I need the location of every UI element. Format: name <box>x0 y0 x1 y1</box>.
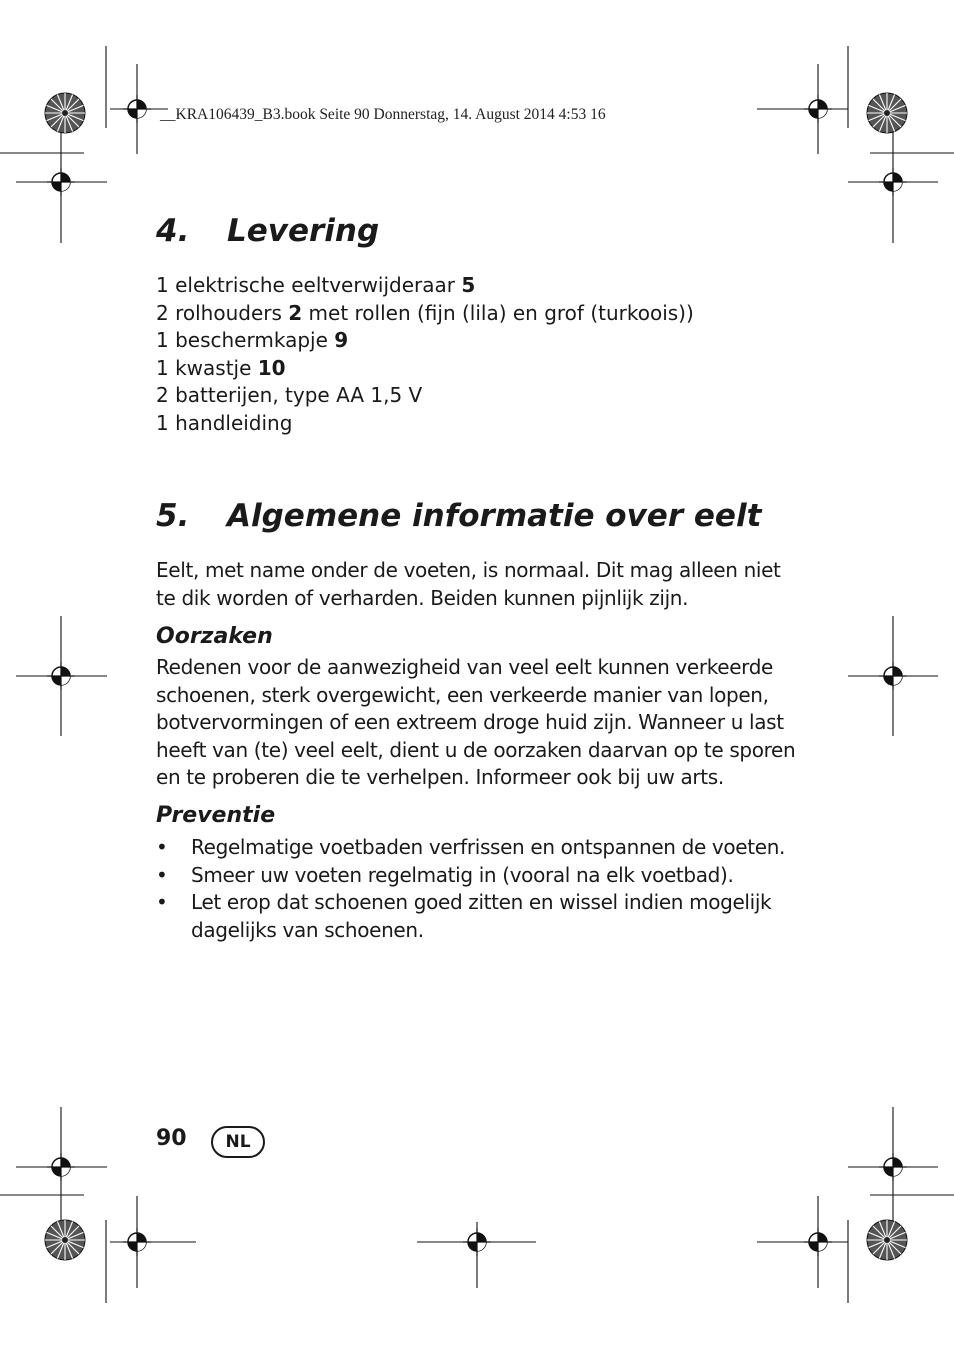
section-5-number: 5. <box>156 498 190 534</box>
registration-mark-bottom-right <box>757 1196 848 1288</box>
registration-mark-bottom-center <box>417 1222 536 1288</box>
delivery-item: 1 elektrische eeltverwijderaar 5 <box>156 273 476 297</box>
registration-mark-right-upper <box>848 122 938 243</box>
delivery-item: 2 rolhouders 2 met rollen (fijn (lila) en grof (turkoois)) <box>156 300 694 325</box>
delivery-item: 1 kwastje 10 <box>156 355 286 380</box>
section-4-number: 4. <box>156 213 190 249</box>
list-item: • Smeer uw voeten regelmatig in (vooral na elk voetbad). <box>156 862 786 890</box>
delivery-item: 1 beschermkapje 9 <box>156 328 349 352</box>
print-slug-header: __KRA106439_B3.book Seite 90 Donnerstag, 14. August 2014 4:53 16 <box>160 106 606 123</box>
delivery-item: 2 batterijen, type AA 1,5 V <box>156 383 423 407</box>
bullet-icon: • <box>156 862 168 887</box>
color-star-target-bottom-right <box>867 1220 907 1260</box>
causes-heading: Oorzaken <box>156 624 273 649</box>
delivery-list <box>156 272 694 437</box>
section-4-title: Levering <box>227 213 380 249</box>
registration-mark-left-upper <box>16 122 107 243</box>
bullet-icon: • <box>156 835 168 859</box>
list-item: • Regelmatige voetbaden verfrissen en ontspannen de voeten. <box>156 834 786 862</box>
section-4-heading <box>156 213 379 249</box>
color-star-target-top-left <box>45 93 85 133</box>
delivery-item: 1 handleiding <box>156 410 293 435</box>
section-5-title: Algemene informatie over eelt <box>227 498 762 534</box>
page-number: 90 <box>156 1126 187 1151</box>
section-5-heading <box>156 498 761 534</box>
language-badge: NL <box>211 1126 265 1158</box>
list-item: • Let erop dat schoenen goed zitten en wissel indien mogelijk dagelijks van schoenen. <box>156 890 772 942</box>
color-star-target-bottom-left <box>45 1220 85 1260</box>
bullet-icon: • <box>156 890 168 914</box>
registration-mark-left-lower <box>16 1107 107 1228</box>
prevention-heading: Preventie <box>156 803 276 828</box>
intro-paragraph: Eelt, met name onder de voeten, is normaal. Dit mag alleen niet te dik worden of verharden. Beiden kunnen pijnlijk zijn. <box>156 558 781 610</box>
registration-mark-left-middle <box>16 616 107 736</box>
registration-mark-bottom-left <box>110 1196 196 1288</box>
color-star-target-top-right <box>867 93 907 133</box>
registration-mark-right-middle <box>848 616 938 736</box>
prevention-list <box>156 834 786 944</box>
registration-mark-right-lower <box>848 1107 938 1228</box>
registration-mark-top-right <box>757 64 848 154</box>
causes-paragraph: Redenen voor de aanwezigheid van veel eelt kunnen verkeerde schoenen, sterk overgewicht, een verkeerde manier van lopen, botvervormingen of een extreem droge huid zijn. Wanneer u last heeft van (te) veel eelt, dient u de oorzaken daarvan op te sporen en te proberen die te verhelpen. Informeer ook bij uw arts. <box>156 655 796 789</box>
